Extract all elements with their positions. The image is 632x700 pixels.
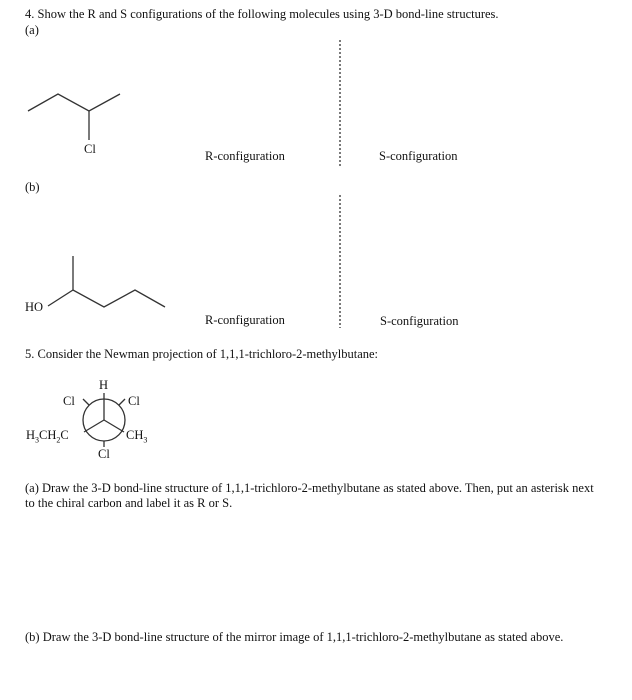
newman-front-bond-left <box>84 420 104 432</box>
molecule-b-ho-label: HO <box>25 300 44 314</box>
q4-part-b-label: (b) <box>25 180 40 194</box>
newman-bottom-cl: Cl <box>98 447 110 461</box>
q4-title: 4. Show the R and S configurations of the following molecules using 3-D bond-line structures. <box>25 7 499 21</box>
b-s-configuration-label: S-configuration <box>380 314 459 328</box>
ethyl-c: C <box>60 428 69 442</box>
newman-right-methyl <box>126 428 147 445</box>
q4-part-a-label: (a) <box>25 23 39 37</box>
q5-title: 5. Consider the Newman projection of 1,1,1-trichloro-2-methylbutane: <box>25 347 379 361</box>
b-r-configuration-label: R-configuration <box>205 313 285 327</box>
newman-back-bond-ur <box>119 399 125 405</box>
ethyl-ch: CH <box>39 428 57 442</box>
methyl-sub-3: 3 <box>143 435 148 445</box>
newman-upper-left-cl: Cl <box>63 394 75 408</box>
ethyl-sub-2: 2 <box>56 435 61 445</box>
molecule-a-skeleton <box>28 94 120 111</box>
a-s-configuration-label: S-configuration <box>379 149 458 163</box>
newman-front-bond-right <box>104 420 124 432</box>
newman-top-h: H <box>99 378 109 392</box>
newman-upper-right-cl: Cl <box>128 394 140 408</box>
a-r-configuration-label: R-configuration <box>205 149 285 163</box>
molecule-a-cl-label: Cl <box>84 142 96 156</box>
q5-part-a: (a) Draw the 3-D bond-line structure of 1,1,1-trichloro-2-methylbutane as stated above. Then, put an asterisk next to the chiral carbon and label it as R or S. <box>25 481 594 510</box>
newman-left-ethyl <box>26 428 69 445</box>
methyl-ch: CH <box>126 428 144 442</box>
newman-back-bond-ul <box>83 399 89 405</box>
ethyl-h: H <box>26 428 36 442</box>
q5-part-b: (b) Draw the 3-D bond-line structure of the mirror image of 1,1,1-trichloro-2-methylbutane as stated above. <box>25 630 564 644</box>
ethyl-sub-3: 3 <box>35 435 40 445</box>
molecule-b-skeleton <box>48 290 165 307</box>
